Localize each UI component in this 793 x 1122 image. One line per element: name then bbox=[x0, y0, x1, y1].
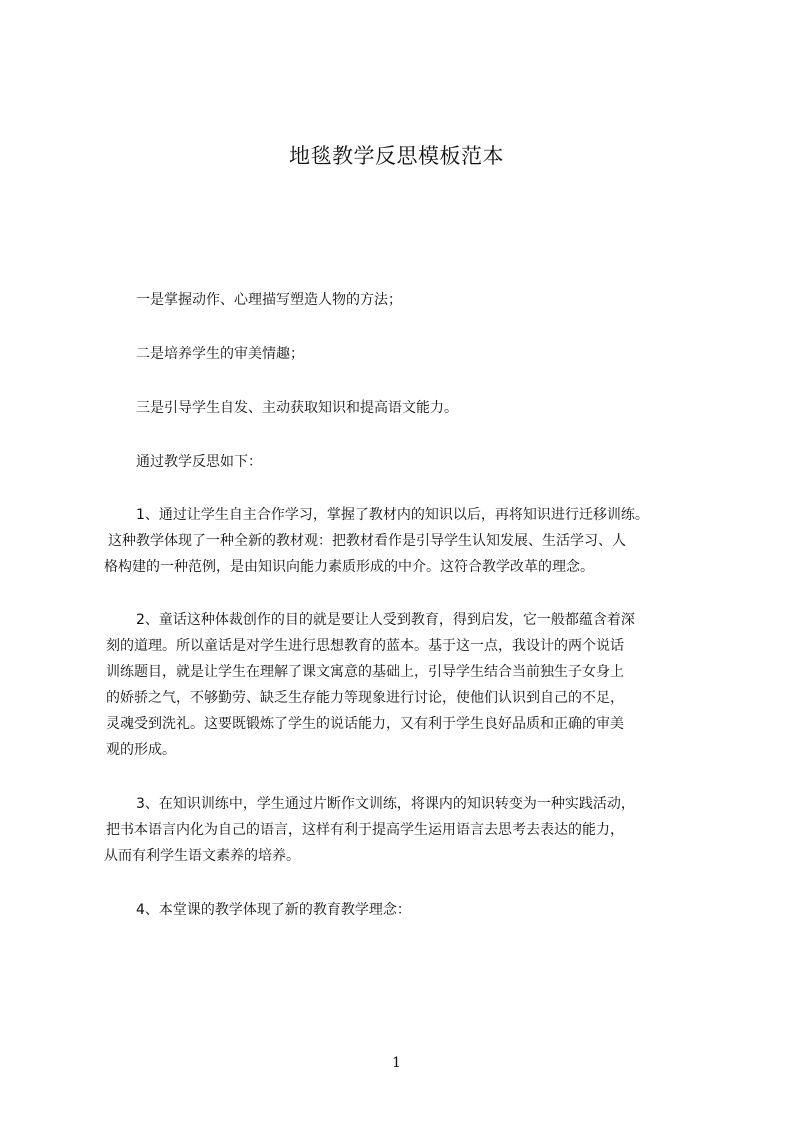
paragraph-1-line-1: 一是掌握动作、心理描写塑造人物的方法； bbox=[136, 292, 402, 308]
paragraph-5-line-1: 1、通过让学生自主合作学习，掌握了教材内的知识以后，再将知识进行迁移训练。 bbox=[136, 507, 649, 523]
paragraph-6-line-1: 2、童话这种体裁创作的目的就是要让人受到教育，得到启发，它一般都蕴含着深 bbox=[136, 612, 635, 628]
paragraph-2-line-1: 二是培养学生的审美情趣； bbox=[136, 346, 304, 362]
paragraph-8-line-1: 4、本堂课的教学体现了新的教育教学理念： bbox=[136, 902, 411, 918]
paragraph-5-line-3: 格构建的一种范例，是由知识向能力素质形成的中介。这符合教学改革的理念。 bbox=[104, 559, 594, 575]
paragraph-7-line-1: 3、在知识训练中，学生通过片断作文训练，将课内的知识转变为一种实践活动， bbox=[136, 796, 635, 812]
document-title: 地毯教学反思模板范本 bbox=[289, 144, 504, 168]
paragraph-3-line-1: 三是引导学生自发、主动获取知识和提高语文能力。 bbox=[136, 400, 458, 416]
paragraph-6-line-2: 刻的道理。所以童话是对学生进行思想教育的蓝本。基于这一点，我设计的两个说话 bbox=[106, 638, 624, 654]
paragraph-6-line-3: 训练题目，就是让学生在理解了课文寓意的基础上，引导学生结合当前独生子女身上 bbox=[106, 664, 624, 680]
paragraph-6-line-4: 的娇骄之气，不够勤劳、缺乏生存能力等现象进行讨论，使他们认识到自己的不足， bbox=[106, 690, 624, 706]
paragraph-6-line-5: 灵魂受到洗礼。这要既锻炼了学生的说话能力，又有利于学生良好品质和正确的审美 bbox=[106, 716, 624, 732]
paragraph-7-line-3: 从而有利学生语文素养的培养。 bbox=[104, 848, 300, 864]
paragraph-5-line-2: 这种教学体现了一种全新的教材观：把教材看作是引导学生认知发展、生活学习、人 bbox=[108, 533, 626, 549]
paragraph-4-line-1: 通过教学反思如下： bbox=[136, 454, 262, 470]
page-number: 1 bbox=[392, 1055, 401, 1071]
paragraph-7-line-2: 把书本语言内化为自己的语言，这样有利于提高学生运用语言去思考去表达的能力， bbox=[106, 822, 624, 838]
paragraph-6-line-6: 观的形成。 bbox=[106, 742, 176, 758]
